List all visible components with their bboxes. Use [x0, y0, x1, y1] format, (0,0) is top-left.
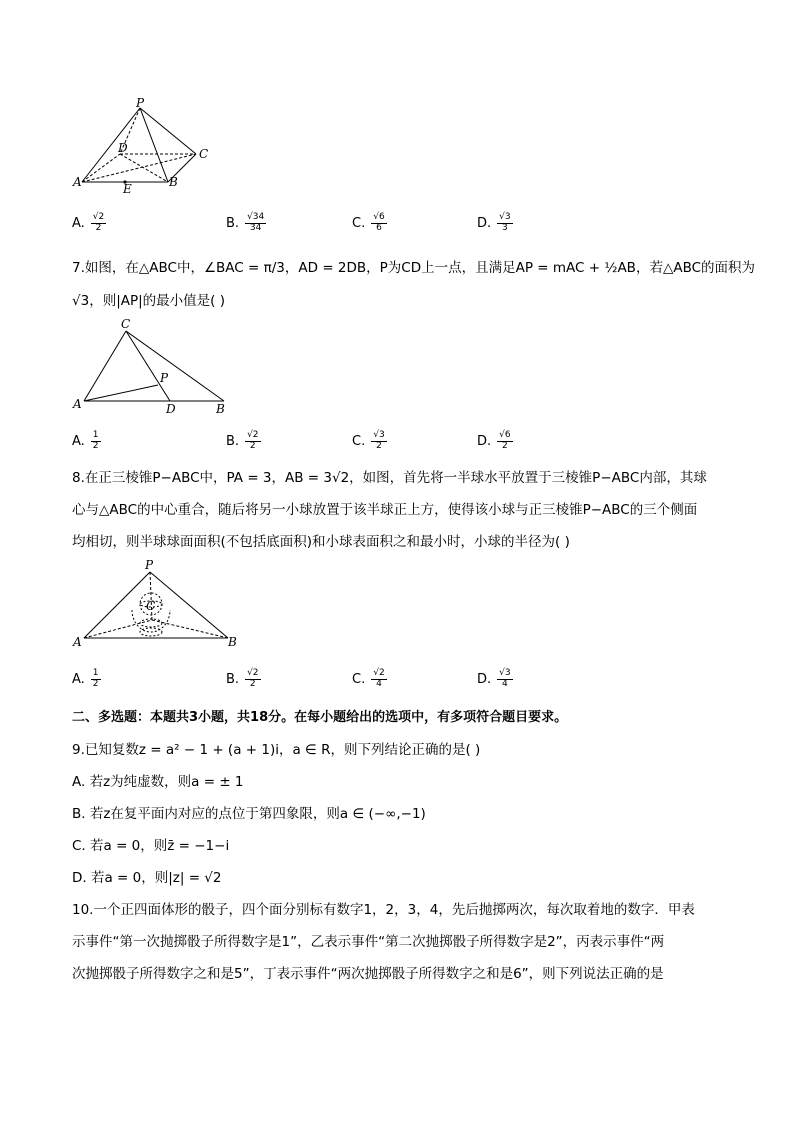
section-heading-multiple-choice: 二、多选题：本题共3小题，共18分。在每小题给出的选项中，有多项符合题目要求。: [72, 710, 568, 725]
fig1-label-b: B: [169, 175, 178, 189]
fig3-label-p: P: [145, 558, 154, 572]
q10-stem-line3: 次抛掷骰子所得数字之和是5”，丁表示事件“两次抛掷骰子所得数字之和是6”，则下列说法正确的是: [72, 966, 664, 982]
fig2-label-a: A: [73, 397, 82, 411]
q8-options: [72, 662, 632, 696]
fig2-label-p: P: [160, 371, 169, 385]
q7-options: [72, 424, 632, 458]
q8-stem-line3: 均相切，则半球球面面积(不包括底面积)和小球表面积之和最小时，小球的半径为( ): [72, 534, 570, 550]
q9-option-a[interactable]: A. 若z为纯虚数，则a = ± 1: [72, 774, 244, 790]
q6-option-d[interactable]: D. $\frac{√3}{3}$: [477, 212, 511, 233]
fig3-label-c: C: [146, 599, 156, 613]
q7-stem-line1: 7.如图，在△ABC中，∠BAC = π/3，AD = 2DB，P为CD上一点，且满足AP = mAC + ½AB，若△ABC的面积为: [72, 260, 756, 276]
q8-option-a[interactable]: A. $\frac{1}{2}$: [72, 668, 99, 689]
fig1-label-d: D: [118, 141, 128, 155]
q6-option-b[interactable]: B. $\frac{√34}{34}$: [226, 212, 265, 233]
q7-option-c[interactable]: C. $\frac{√3}{2}$: [352, 430, 385, 451]
q6-option-a[interactable]: A. $\frac{√2}{2}$: [72, 212, 105, 233]
q8-option-b[interactable]: B. $\frac{√2}{2}$: [226, 668, 259, 689]
q9-option-c[interactable]: C. 若a = 0，则z̄ = −1−i: [72, 838, 230, 854]
q9-option-b[interactable]: B. 若z在复平面内对应的点位于第四象限，则a ∈ (−∞,−1): [72, 806, 426, 822]
figure-pyramid-pabcd: [72, 98, 222, 198]
fig3-label-b: B: [228, 635, 237, 649]
fig3-label-a: A: [73, 635, 82, 649]
q6-options: [72, 206, 632, 240]
fig1-label-a: A: [73, 175, 82, 189]
fig2-label-c: C: [121, 317, 131, 331]
q7-stem-line2: √3，则|AP|的最小值是( ): [72, 293, 225, 309]
q10-stem-line2: 示事件“第一次抛掷骰子所得数字是1”，乙表示事件“第二次抛掷骰子所得数字是2”，丙表示事件“两: [72, 934, 665, 950]
fig2-label-d: D: [166, 402, 176, 416]
q7-option-a[interactable]: A. $\frac{1}{2}$: [72, 430, 99, 451]
q9-option-d[interactable]: D. 若a = 0，则|z| = √2: [72, 870, 222, 886]
q8-stem-line2: 心与△ABC的中心重合，随后将另一小球放置于该半球正上方，使得该小球与正三棱锥P−ABC的三个侧面: [72, 502, 698, 518]
fig1-label-c: C: [199, 147, 209, 161]
q8-stem-line1: 8.在正三棱锥P−ABC中，PA = 3，AB = 3√2，如图，首先将一半球水平放置于三棱锥P−ABC内部，其球: [72, 470, 707, 486]
q10-stem-line1: 10.一个正四面体形的骰子，四个面分别标有数字1，2，3，4，先后抛掷两次，每次取着地的数字．甲表: [72, 902, 695, 918]
q8-option-d[interactable]: D. $\frac{√3}{4}$: [477, 668, 511, 689]
figure-tetrahedron-spheres: [72, 558, 242, 652]
fig1-label-p: P: [136, 96, 145, 110]
q9-stem: 9.已知复数z = a² − 1 + (a + 1)i，a ∈ R，则下列结论正确的是( ): [72, 742, 481, 758]
fig2-label-b: B: [216, 402, 225, 416]
q7-option-b[interactable]: B. $\frac{√2}{2}$: [226, 430, 259, 451]
fig1-label-e: E: [123, 182, 132, 196]
q6-option-c[interactable]: C. $\frac{√6}{6}$: [352, 212, 385, 233]
q7-option-d[interactable]: D. $\frac{√6}{2}$: [477, 430, 511, 451]
figure-triangle-abc: [72, 313, 232, 417]
q8-option-c[interactable]: C. $\frac{√2}{4}$: [352, 668, 385, 689]
